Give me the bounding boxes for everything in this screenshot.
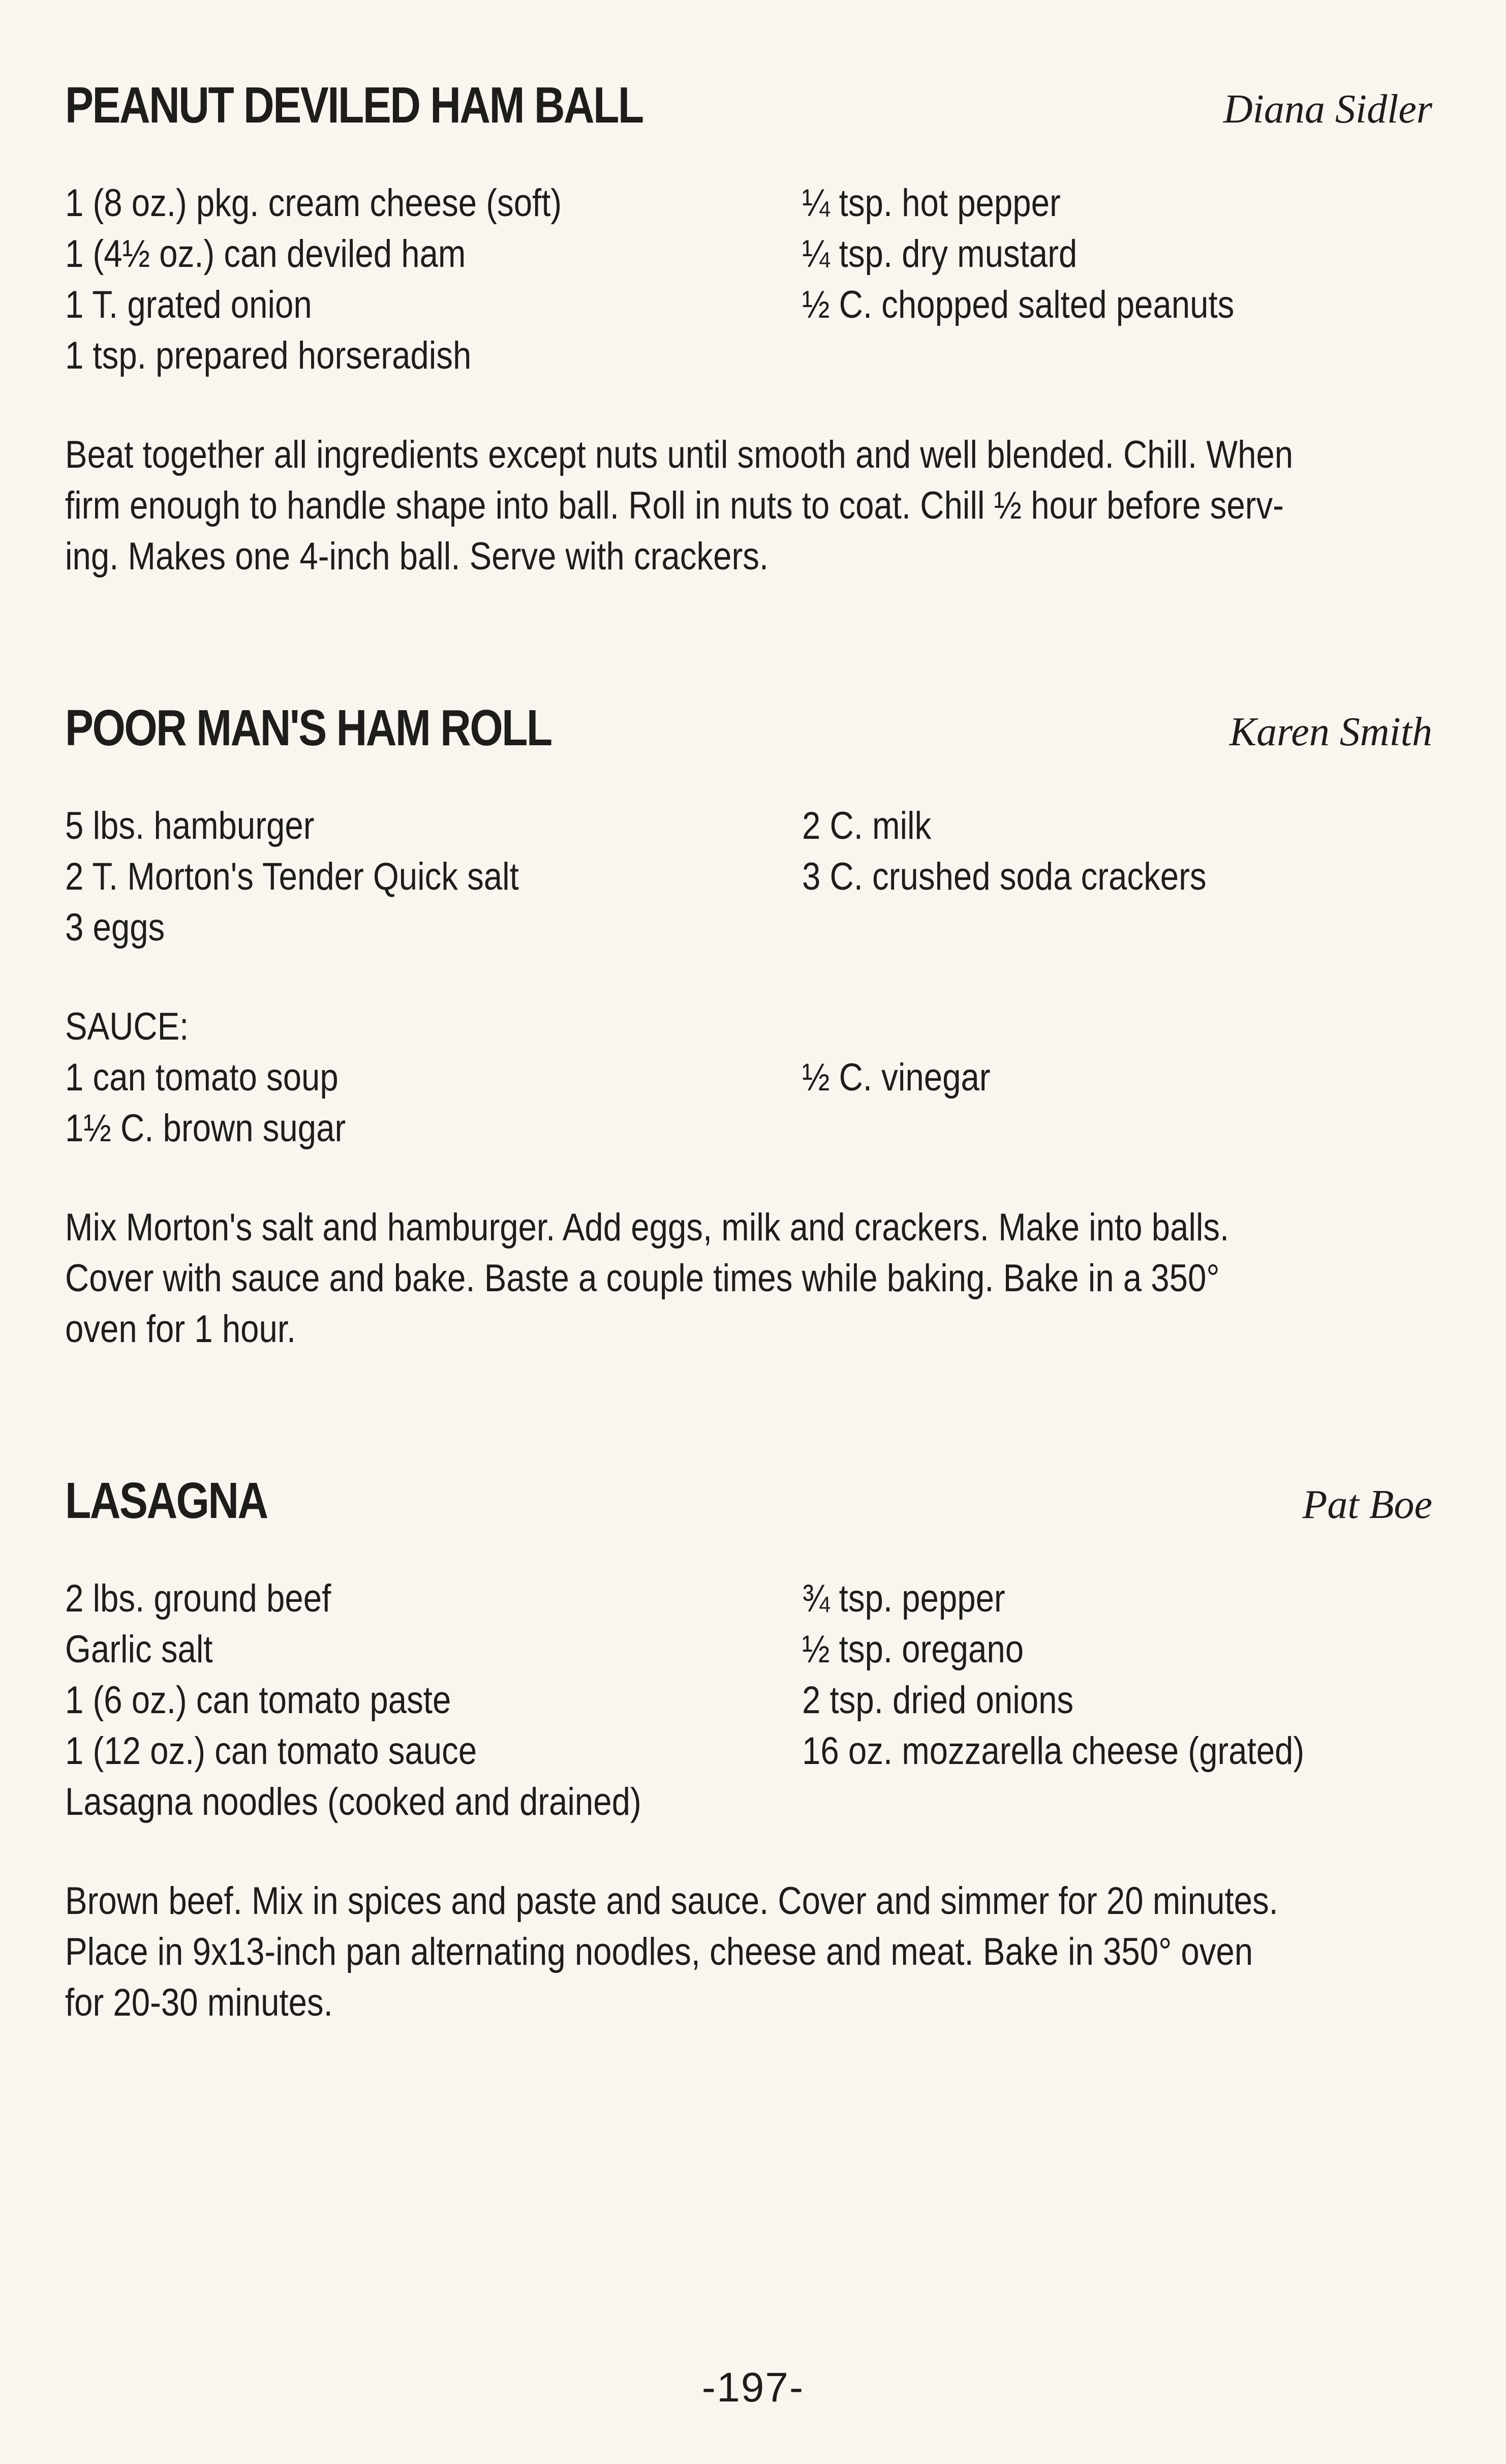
- ingredient-item: 1 (4½ oz.) can deviled ham: [65, 232, 466, 276]
- ingredient-item: 2 lbs. ground beef: [65, 1577, 331, 1620]
- directions-line: Brown beef. Mix in spices and paste and sauce. Cover and simmer for 20 minutes.: [65, 1879, 1278, 1923]
- directions-line: Place in 9x13-inch pan alternating noodles, cheese and meat. Bake in 350° oven: [65, 1930, 1253, 1973]
- ingredient-item: 2 tsp. dried onions: [802, 1679, 1074, 1722]
- sauce-ingredient-list: [65, 1052, 1432, 1154]
- ingredient-item: 3 C. crushed soda crackers: [802, 855, 1207, 898]
- sauce-column-right: [802, 1052, 1432, 1154]
- sauce-column-left: [65, 1052, 802, 1154]
- recipe-author: Pat Boe: [1302, 1482, 1432, 1527]
- directions-line: firm enough to handle shape into ball. Roll in nuts to coat. Chill ½ hour before serv-: [65, 484, 1284, 527]
- ingredient-column-right: [802, 801, 1432, 953]
- ingredient-list: [65, 801, 1432, 953]
- ingredient-list: [65, 1573, 1432, 1828]
- recipe-directions: [65, 430, 1432, 582]
- ingredient-item: Garlic salt: [65, 1628, 213, 1671]
- recipe-title: LASAGNA: [65, 1472, 267, 1529]
- ingredient-item: 3 eggs: [65, 906, 165, 949]
- directions-line: Cover with sauce and bake. Baste a couple times while baking. Bake in a 350°: [65, 1257, 1220, 1300]
- recipe-header: [65, 699, 1432, 780]
- ingredient-item: 1 (8 oz.) pkg. cream cheese (soft): [65, 181, 562, 225]
- ingredient-item: Lasagna noodles (cooked and drained): [65, 1780, 641, 1823]
- ingredient-item: 2 C. milk: [802, 804, 932, 847]
- ingredient-column-right: [802, 178, 1432, 381]
- directions-line: oven for 1 hour.: [65, 1307, 296, 1351]
- ingredient-item: 1 T. grated onion: [65, 283, 312, 326]
- ingredient-column-left: [65, 801, 802, 953]
- ingredient-column-left: [65, 178, 802, 381]
- directions-line: for 20-30 minutes.: [65, 1981, 333, 2024]
- recipe-author: Karen Smith: [1229, 710, 1432, 754]
- ingredient-list: [65, 178, 1432, 381]
- ingredient-item: ¼ tsp. dry mustard: [802, 232, 1078, 276]
- sauce-item: 1 can tomato soup: [65, 1056, 339, 1099]
- ingredient-column-right: [802, 1573, 1432, 1828]
- sauce-label: SAUCE:: [65, 1005, 189, 1048]
- recipe-directions: [65, 1202, 1432, 1355]
- ingredient-item: 1 tsp. prepared horseradish: [65, 334, 472, 377]
- recipe-lasagna: [65, 1472, 1432, 2028]
- recipe-header: [65, 76, 1432, 158]
- recipe-author: Diana Sidler: [1223, 87, 1432, 132]
- ingredient-item: ½ tsp. oregano: [802, 1628, 1024, 1671]
- ingredient-item: 2 T. Morton's Tender Quick salt: [65, 855, 519, 898]
- recipe-header: [65, 1472, 1432, 1553]
- recipe-peanut-deviled-ham-ball: [65, 76, 1432, 582]
- directions-line: Mix Morton's salt and hamburger. Add eggs, milk and crackers. Make into balls.: [65, 1206, 1230, 1249]
- ingredient-column-left: [65, 1573, 802, 1828]
- directions-line: ing. Makes one 4-inch ball. Serve with crackers.: [65, 535, 769, 578]
- cookbook-page: [65, 76, 1432, 2028]
- recipe-poor-mans-ham-roll: [65, 699, 1432, 1355]
- ingredient-item: 1 (12 oz.) can tomato sauce: [65, 1729, 477, 1773]
- directions-line: Beat together all ingredients except nuts until smooth and well blended. Chill. When: [65, 433, 1294, 476]
- ingredient-item: 5 lbs. hamburger: [65, 804, 315, 847]
- recipe-spacer: [65, 582, 1432, 699]
- ingredient-item: 16 oz. mozzarella cheese (grated): [802, 1729, 1305, 1773]
- sauce-item: 1½ C. brown sugar: [65, 1107, 346, 1150]
- recipe-spacer: [65, 1355, 1432, 1472]
- page-number: -197-: [701, 2364, 805, 2411]
- sauce-item: ½ C. vinegar: [802, 1056, 991, 1099]
- ingredient-item: 1 (6 oz.) can tomato paste: [65, 1679, 451, 1722]
- ingredient-item: ¼ tsp. hot pepper: [802, 181, 1061, 225]
- ingredient-item: ½ C. chopped salted peanuts: [802, 283, 1235, 326]
- recipe-directions: [65, 1876, 1432, 2028]
- ingredient-item: ¾ tsp. pepper: [802, 1577, 1005, 1620]
- recipe-title: PEANUT DEVILED HAM BALL: [65, 77, 643, 134]
- recipe-title: POOR MAN'S HAM ROLL: [65, 699, 551, 756]
